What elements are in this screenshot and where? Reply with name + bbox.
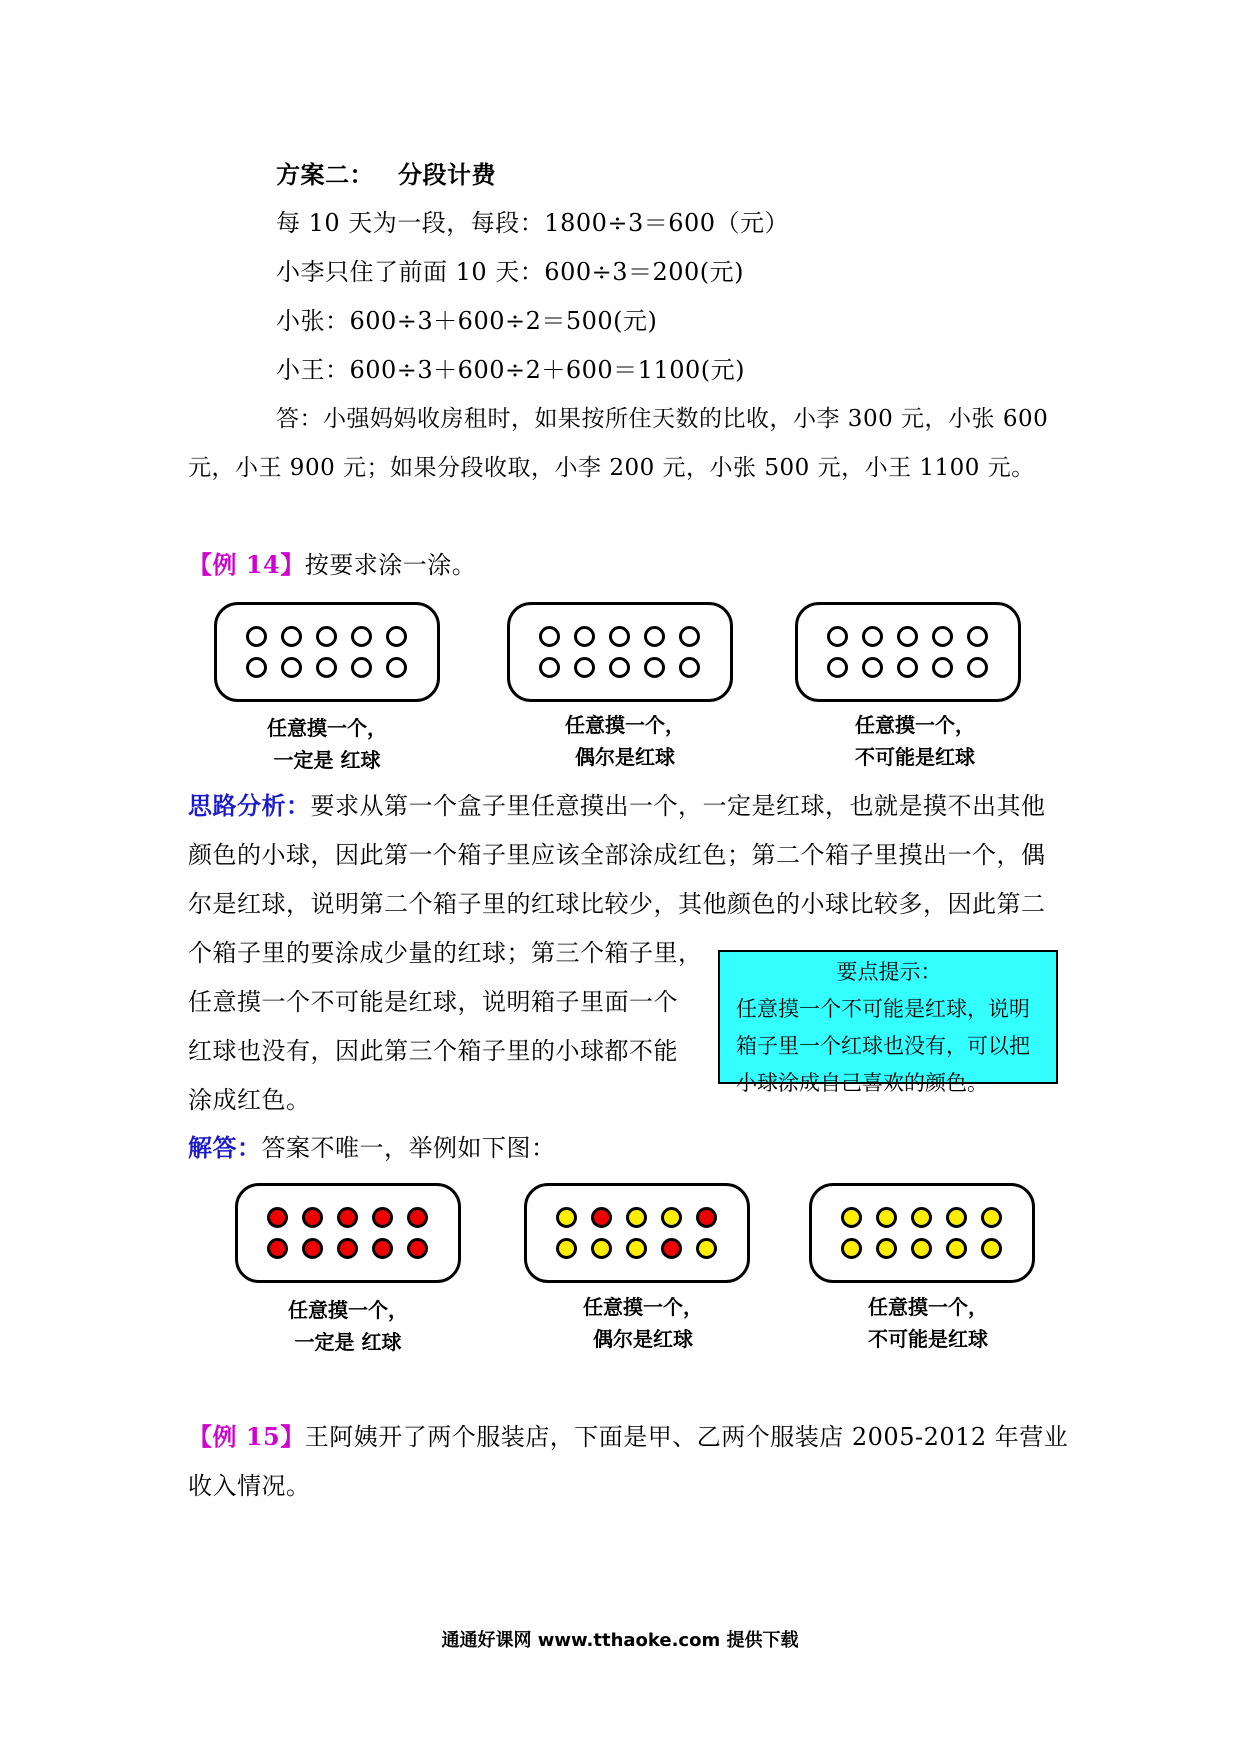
box-top-3 [795, 602, 1021, 702]
analysis-line7: 涂成红色。 [188, 1086, 311, 1114]
top-box3-ball [862, 626, 883, 647]
top-box2-ball [574, 657, 595, 678]
bottom-box1-ball [337, 1238, 358, 1259]
top-box1-ball [246, 657, 267, 678]
top-box2-ball [609, 626, 630, 647]
analysis-label: 思路分析： [188, 791, 311, 820]
top-box2-ball [644, 626, 665, 647]
top-box1-ball [281, 626, 302, 647]
ex15-text1: 王阿姨开了两个服装店，下面是甲、乙两个服装店 2005-2012 年营业 [304, 1423, 1069, 1451]
caption-top-1-line1: 任意摸一个， [267, 716, 387, 740]
top-box3-ball [897, 657, 918, 678]
top-box3-ball [827, 626, 848, 647]
top-box1-ball [351, 657, 372, 678]
plan2-title-label: 方案二： [276, 160, 374, 189]
bottom-box3-ball [911, 1207, 932, 1228]
caption-top-3 [815, 709, 1015, 773]
bottom-box1-ball [267, 1238, 288, 1259]
bottom-box3-ball [876, 1207, 897, 1228]
caption-top-2-line2: 偶尔是红球 [575, 745, 675, 769]
top-box3-ball [827, 657, 848, 678]
top-box1-ball [316, 626, 337, 647]
caption-bottom-1-line2: 一定是 红球 [294, 1330, 402, 1354]
top-box2-ball [539, 657, 560, 678]
tip-line2: 箱子里一个红球也没有，可以把 [736, 1034, 1030, 1058]
bottom-box3-ball [981, 1238, 1002, 1259]
answer-label: 解答： [188, 1133, 262, 1162]
top-box1-ball [386, 657, 407, 678]
top-box3-ball [932, 657, 953, 678]
ex15-line1 [188, 1420, 1068, 1454]
caption-top-3-line2: 不可能是红球 [855, 745, 975, 769]
ex14-question: 按要求涂一涂。 [304, 551, 477, 579]
bottom-box2-ball [626, 1207, 647, 1228]
top-box2-ball [609, 657, 630, 678]
analysis-line5: 任意摸一个不可能是红球，说明箱子里面一个 [188, 988, 678, 1016]
bottom-box3-ball [981, 1207, 1002, 1228]
answer-line [188, 1131, 556, 1165]
top-box3-ball [862, 657, 883, 678]
ex15-tag: 【例 15】 [188, 1422, 305, 1451]
plan2-line1: 每 10 天为一段，每段：1800÷3＝600（元） [276, 209, 790, 237]
top-box1-ball [386, 626, 407, 647]
plan2-title-method: 分段计费 [398, 160, 496, 189]
top-box2-ball [644, 657, 665, 678]
tip-title: 要点提示： [836, 960, 942, 984]
top-box2-ball [679, 626, 700, 647]
top-box2-ball [539, 626, 560, 647]
analysis-line6: 红球也没有，因此第三个箱子里的小球都不能 [188, 1037, 678, 1065]
analysis-line4: 个箱子里的要涂成少量的红球；第三个箱子里， [188, 939, 703, 967]
bottom-box2-ball [661, 1238, 682, 1259]
plan2-line4: 小王：600÷3＋600÷2＋600＝1100(元) [276, 356, 745, 384]
ex14-tag: 【例 14】 [188, 550, 305, 579]
plan2-title [276, 158, 496, 192]
analysis-line1 [188, 789, 1046, 823]
caption-bottom-3 [828, 1291, 1028, 1355]
bottom-box2-ball [626, 1238, 647, 1259]
caption-top-1 [227, 712, 427, 776]
top-box3-ball [932, 626, 953, 647]
plan2-answer-line2: 元，小王 900 元；如果分段收取，小李 200 元，小张 500 元，小王 1100 元。 [188, 455, 1035, 481]
top-box2-ball [574, 626, 595, 647]
top-box2-ball [679, 657, 700, 678]
ex14-heading [188, 548, 476, 582]
ex15-line2: 收入情况。 [188, 1472, 311, 1500]
caption-bottom-2 [543, 1291, 743, 1355]
bottom-box3-ball [946, 1238, 967, 1259]
box-top-2 [507, 602, 733, 702]
plan2-answer-line1: 答：小强妈妈收房租时，如果按所住天数的比收，小李 300 元，小张 600 [276, 406, 1049, 432]
plan2-line2: 小李只住了前面 10 天：600÷3＝200(元) [276, 258, 745, 286]
bottom-box1-ball [372, 1238, 393, 1259]
bottom-box2-ball [696, 1238, 717, 1259]
bottom-box2-ball [591, 1238, 612, 1259]
bottom-box2-ball [591, 1207, 612, 1228]
top-box3-ball [967, 657, 988, 678]
bottom-box3-ball [911, 1238, 932, 1259]
bottom-box1-ball [407, 1207, 428, 1228]
top-box1-ball [246, 626, 267, 647]
caption-bottom-1-line1: 任意摸一个， [288, 1298, 408, 1322]
top-box1-ball [281, 657, 302, 678]
bottom-box2-ball [696, 1207, 717, 1228]
bottom-box3-ball [841, 1207, 862, 1228]
top-box3-ball [967, 626, 988, 647]
box-bottom-1 [235, 1183, 461, 1283]
bottom-box2-ball [661, 1207, 682, 1228]
top-box1-ball [316, 657, 337, 678]
bottom-box2-ball [556, 1207, 577, 1228]
analysis-text1: 要求从第一个盒子里任意摸出一个，一定是红球，也就是摸不出其他 [310, 792, 1046, 820]
bottom-box3-ball [876, 1238, 897, 1259]
box-bottom-2 [524, 1183, 750, 1283]
tip-line1: 任意摸一个不可能是红球，说明 [736, 997, 1030, 1021]
caption-bottom-3-line2: 不可能是红球 [868, 1327, 988, 1351]
footer: 通通好课网 www.tthaoke.com 提供下载 [441, 1630, 799, 1651]
top-box3-ball [897, 626, 918, 647]
bottom-box1-ball [302, 1238, 323, 1259]
plan2-line3: 小张：600÷3＋600÷2＝500(元) [276, 307, 658, 335]
caption-bottom-1 [248, 1294, 448, 1358]
analysis-line3: 尔是红球，说明第二个箱子里的红球比较少，其他颜色的小球比较多，因此第二 [188, 890, 1046, 918]
bottom-box1-ball [407, 1238, 428, 1259]
caption-top-2-line1: 任意摸一个， [565, 713, 685, 737]
bottom-box1-ball [372, 1207, 393, 1228]
caption-bottom-2-line2: 偶尔是红球 [593, 1327, 693, 1351]
bottom-box1-ball [302, 1207, 323, 1228]
analysis-line2: 颜色的小球，因此第一个箱子里应该全部涂成红色；第二个箱子里摸出一个，偶 [188, 841, 1046, 869]
bottom-box2-ball [556, 1238, 577, 1259]
bottom-box3-ball [946, 1207, 967, 1228]
box-top-1 [214, 602, 440, 702]
caption-top-1-line2: 一定是 红球 [273, 748, 381, 772]
bottom-box1-ball [267, 1207, 288, 1228]
bottom-box3-ball [841, 1238, 862, 1259]
answer-text: 答案不唯一，举例如下图： [261, 1134, 556, 1162]
caption-bottom-3-line1: 任意摸一个， [868, 1295, 988, 1319]
caption-top-2 [525, 709, 725, 773]
top-box1-ball [351, 626, 372, 647]
tip-line3: 小球涂成自己喜欢的颜色。 [736, 1071, 988, 1095]
caption-bottom-2-line1: 任意摸一个， [583, 1295, 703, 1319]
caption-top-3-line1: 任意摸一个， [855, 713, 975, 737]
bottom-box1-ball [337, 1207, 358, 1228]
tip-box [718, 950, 1058, 1095]
box-bottom-3 [809, 1183, 1035, 1283]
